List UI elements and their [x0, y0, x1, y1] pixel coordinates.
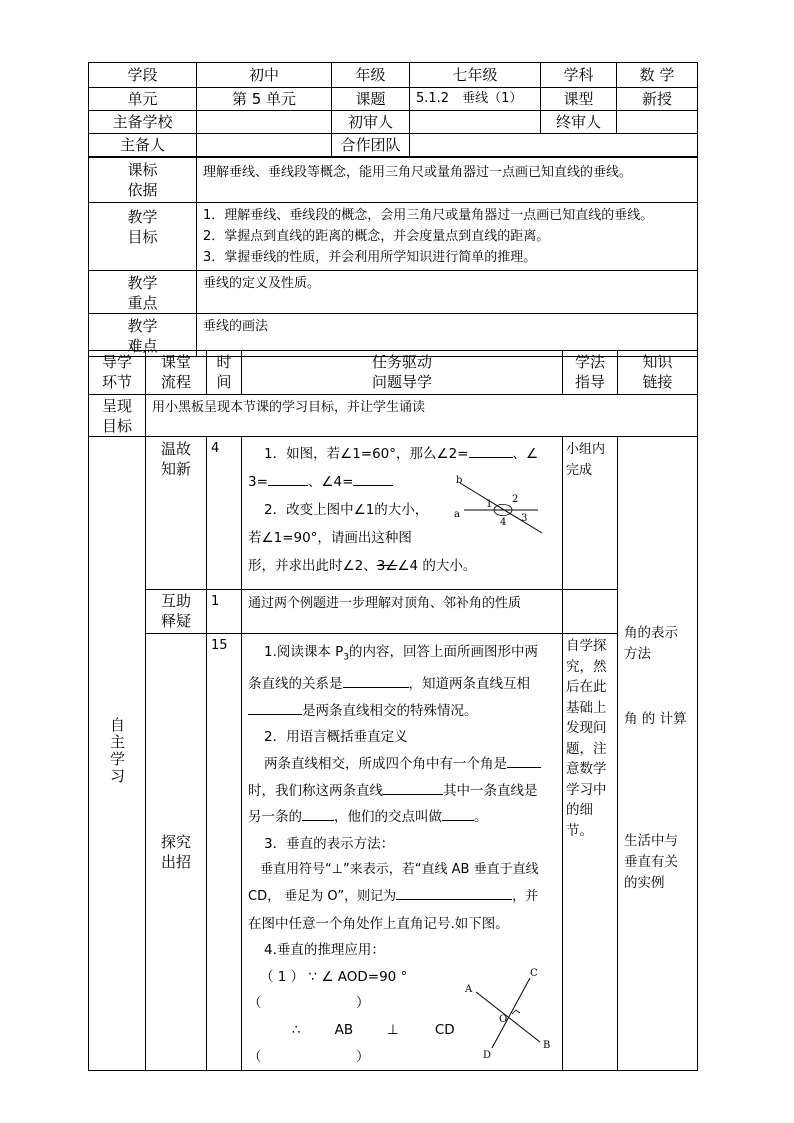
- blank[interactable]: [507, 753, 541, 768]
- type-value: 新授: [617, 88, 698, 111]
- explore-p3-line3: [248, 804, 556, 831]
- explore-p1: [248, 639, 556, 671]
- present-label: [89, 395, 146, 437]
- review-q2-strike: 3∠: [376, 558, 398, 574]
- col-task-2: 问题导学: [371, 373, 432, 391]
- present-text: 用小黑板呈现本节课的学习目标，并让学生诵读: [146, 395, 698, 437]
- link-angle-notation: 角的表示方法: [624, 625, 678, 662]
- explore-p3-line1: [248, 751, 556, 778]
- goal-item: 3．掌握垂线的性质，并会利用所学知识进行简单的推理。: [203, 250, 537, 265]
- explore-p3-c: 其中一条直线是: [443, 782, 538, 799]
- unit-value: 第 5 单元: [197, 88, 332, 111]
- col-links-1: 知识: [642, 353, 673, 371]
- explore-p1-e: 是两条直线相交的特殊情况。: [302, 702, 478, 719]
- label-a: a: [454, 509, 460, 520]
- team-value: [410, 134, 698, 157]
- key-text: 垂线的定义及性质。: [197, 271, 698, 314]
- explore-p1-b: 的内容，回答上面所画图形中两: [349, 644, 539, 660]
- subject-value: 数 学: [617, 63, 698, 88]
- blank[interactable]: [442, 806, 474, 821]
- self-study-label: 自主学习: [108, 716, 126, 785]
- school-label: 主备学校: [89, 111, 197, 134]
- explore-p10: （ ）: [248, 1048, 370, 1065]
- explore-p9-b: AB: [334, 1022, 354, 1038]
- explore-method: 自学探究，然后在此基础上发现问题，注意数学学习中的细节。: [563, 634, 618, 1071]
- col-header-flow: [146, 351, 207, 395]
- self-study-cell: [89, 437, 146, 1071]
- explore-label: [146, 634, 207, 1071]
- label-C: C: [530, 968, 538, 979]
- plan-table: [88, 157, 698, 357]
- explore-p5-c: ，并: [512, 889, 539, 905]
- angle-figure: [442, 475, 552, 545]
- explore-time: 15: [207, 634, 242, 1071]
- review-method: 小组内完成: [563, 437, 618, 590]
- explore-p1-d: ，知道两条直线互相: [408, 676, 530, 693]
- col-method-2: 指导: [574, 373, 605, 391]
- review-q2-d: ∠4 的大小。: [397, 558, 477, 574]
- blank[interactable]: [302, 806, 334, 821]
- explore-p5-line2: [248, 884, 556, 911]
- explore-p2: 2．用语言概括垂直定义: [264, 729, 408, 746]
- blank[interactable]: [248, 700, 302, 715]
- col-flow-2: 流程: [160, 373, 191, 391]
- explore-p1-line2: [248, 671, 556, 698]
- standard-text: 理解垂线、垂线段等概念，能用三角尺或量角器过一点画已知直线的垂线。: [197, 158, 698, 203]
- label-A: A: [465, 984, 473, 995]
- link-angle-calc: 角 的 计算: [624, 711, 687, 727]
- label-B: B: [543, 1040, 551, 1051]
- col-stage-2: 环节: [101, 373, 132, 391]
- link-real-life: 生活中与垂直有关的实例: [624, 833, 678, 891]
- review-q2-b: 若∠1=90°，请画出这种图: [248, 530, 412, 546]
- col-method-1: 学法: [574, 353, 605, 371]
- present-label-2: 目标: [101, 417, 132, 435]
- perpendicular-figure: [460, 962, 552, 1060]
- col-header-task: [242, 351, 563, 395]
- grade-value: 七年级: [410, 63, 541, 88]
- explore-p1-sub: 3: [343, 652, 350, 663]
- line-CD: [492, 978, 530, 1048]
- right-angle-mark: [512, 1010, 520, 1014]
- label-3: 3: [521, 513, 528, 524]
- col-task-1: 任务驱动: [371, 353, 432, 371]
- explore-p9-a: ∴: [292, 1022, 301, 1038]
- mutual-label-2: 释疑: [160, 612, 191, 630]
- explore-label-2: 出招: [160, 853, 191, 872]
- label-1: 1: [486, 499, 493, 510]
- line-AB: [476, 992, 540, 1042]
- col-links-2: 链接: [642, 373, 673, 391]
- col-header-time: [207, 351, 242, 395]
- key-label: [89, 271, 197, 314]
- difficulty-label-2: 难点: [127, 337, 158, 355]
- explore-p5-d: 在图中任意一个角处作上直角记号.如下图。: [248, 915, 509, 932]
- stage-label: 学段: [89, 63, 197, 88]
- label-2: 2: [512, 494, 519, 505]
- blank[interactable]: [396, 885, 512, 900]
- stage-value: 初中: [197, 63, 332, 88]
- mutual-time: 1: [207, 590, 242, 634]
- col-time-1: 时: [216, 353, 232, 371]
- first-review-value: [410, 111, 541, 134]
- explore-p9-d: CD: [434, 1022, 455, 1038]
- goal-item: 1．理解垂线、垂线段的概念，会用三角尺或量角器过一点画已知直线的垂线。: [203, 208, 654, 223]
- blank[interactable]: [353, 471, 393, 486]
- label-4: 4: [500, 517, 507, 528]
- explore-p3-line2: [248, 778, 556, 805]
- review-content: [242, 437, 563, 590]
- explore-p3-b: 时，我们称这两条直线: [248, 782, 383, 799]
- explore-p3-e: ，他们的交点叫做: [334, 809, 442, 826]
- review-q1-line1: [248, 440, 556, 468]
- unit-label: 单元: [89, 88, 197, 111]
- review-q2-a: 2．改变上图中∠1的大小，: [264, 502, 429, 518]
- preparer-value: [197, 134, 332, 157]
- review-q2-line3: [248, 552, 556, 580]
- col-stage-1: 导学: [101, 353, 132, 371]
- explore-p5-a: 垂直用符号“⊥”来表示，若“直线 AB 垂直于直线: [260, 862, 539, 878]
- col-header-method: [563, 351, 618, 395]
- standard-label-2: 依据: [127, 181, 158, 199]
- goal-item: 2．掌握点到直线的距离的概念，并会度量点到直线的距离。: [203, 229, 550, 244]
- explore-p7: （ 1 ） ∵ ∠ AOD=90 °: [260, 968, 408, 985]
- mutual-label-1: 互助: [160, 592, 191, 610]
- final-review-label: 终审人: [541, 111, 617, 134]
- mutual-label: [146, 590, 207, 634]
- mutual-text: 通过两个例题进一步理解对顶角、邻补角的性质: [242, 590, 563, 634]
- review-label: [146, 437, 207, 590]
- explore-p5-b: CD， 垂足为 O”，则记为: [248, 889, 397, 905]
- explore-content: [242, 634, 563, 1071]
- review-label-2: 知新: [160, 460, 191, 478]
- topic-value: 5.1.2 垂线（1）: [410, 88, 541, 111]
- school-value: [197, 111, 332, 134]
- explore-p1-c: 条直线的关系是: [248, 676, 343, 693]
- goal-label-1: 教学: [127, 208, 158, 226]
- subject-label: 学科: [541, 63, 617, 88]
- explore-p1-a: 1.阅读课本 P: [264, 644, 344, 660]
- standard-label: [89, 158, 197, 203]
- label-O: O: [499, 1014, 508, 1025]
- preparer-label: 主备人: [89, 134, 197, 157]
- type-label: 课型: [541, 88, 617, 111]
- key-label-1: 教学: [127, 274, 158, 292]
- goal-label: [89, 203, 197, 271]
- topic-label: 课题: [332, 88, 410, 111]
- explore-p3-a: 两条直线相交，所成四个角中有一个角是: [264, 756, 507, 773]
- review-q1-c: 3=: [248, 474, 268, 490]
- links-cell: [618, 437, 698, 1071]
- explore-p1-line3: [248, 698, 556, 725]
- blank[interactable]: [343, 673, 409, 688]
- review-q1-d: 、∠4=: [307, 474, 354, 490]
- present-label-1: 呈现: [101, 397, 132, 415]
- label-D: D: [483, 1050, 492, 1060]
- goal-label-2: 目标: [127, 228, 158, 246]
- col-header-stage: [89, 351, 146, 395]
- goal-list: [197, 203, 698, 271]
- mutual-method: [563, 590, 618, 634]
- explore-p8: （ ）: [248, 995, 370, 1012]
- standard-label-1: 课标: [127, 161, 158, 179]
- explore-p4: 3．垂直的表示方法：: [264, 835, 395, 852]
- explore-p3-f: 。: [474, 809, 488, 826]
- explore-p9-c: ⊥: [387, 1022, 399, 1038]
- blank[interactable]: [469, 443, 513, 458]
- explore-p3-d: 另一条的: [248, 809, 302, 826]
- explore-p6: 4.垂直的推理应用：: [264, 942, 385, 959]
- review-q1-a: 1．如图，若∠1=60°，那么∠2=: [264, 446, 469, 462]
- col-flow-1: 课堂: [160, 353, 191, 371]
- explore-label-1: 探究: [160, 833, 191, 852]
- col-header-links: [618, 351, 698, 395]
- key-label-2: 重点: [127, 294, 158, 312]
- difficulty-label-1: 教学: [127, 317, 158, 335]
- review-q1-b: 、∠: [512, 446, 539, 462]
- blank[interactable]: [268, 471, 308, 486]
- blank[interactable]: [383, 780, 443, 795]
- difficulty-text: 垂线的画法: [197, 314, 698, 357]
- review-time: 4: [207, 437, 242, 590]
- first-review-label: 初审人: [332, 111, 410, 134]
- col-time-2: 间: [216, 373, 232, 391]
- label-b: b: [456, 475, 463, 486]
- final-review-value: [617, 111, 698, 134]
- team-label: 合作团队: [332, 134, 410, 157]
- header-table: [88, 62, 698, 157]
- review-q2-c: 形，并求出此时∠2、: [248, 558, 377, 574]
- grade-label: 年级: [332, 63, 410, 88]
- review-label-1: 温故: [160, 440, 191, 458]
- process-table: [88, 350, 698, 1071]
